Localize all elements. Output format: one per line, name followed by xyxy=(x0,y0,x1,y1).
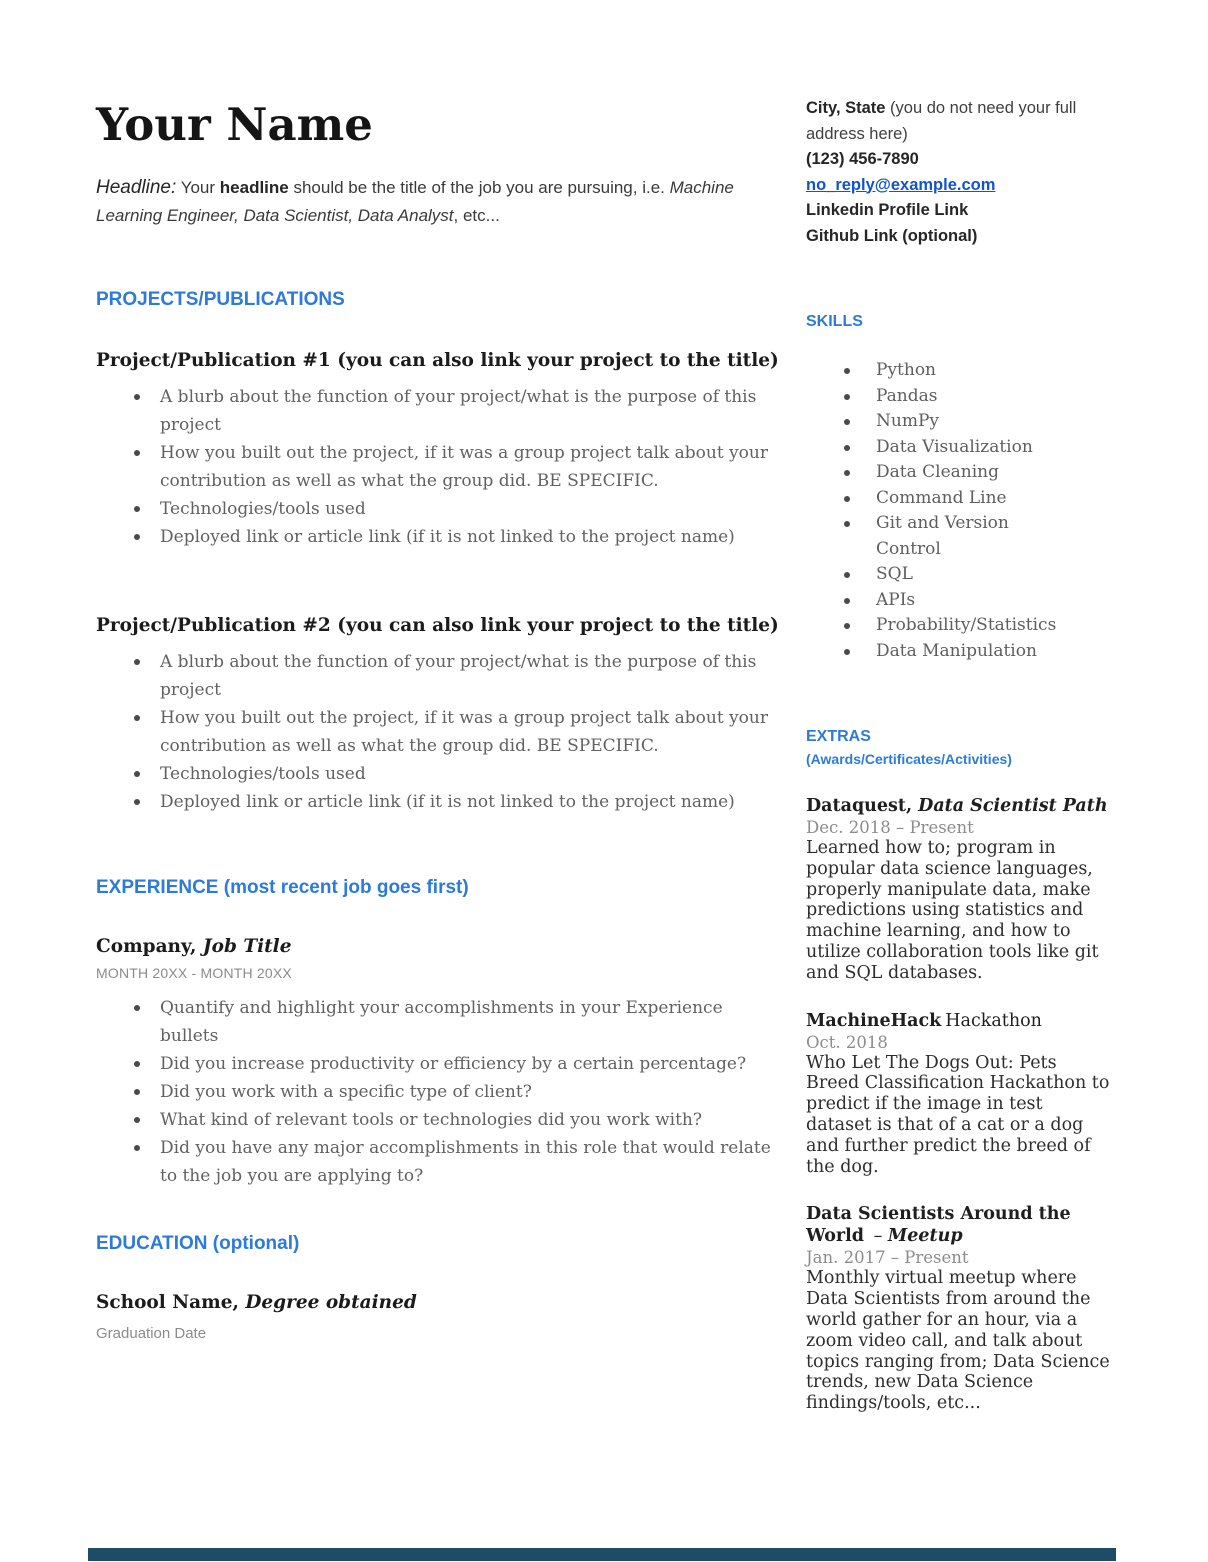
extras-title-bold: MachineHack xyxy=(806,1010,942,1031)
job-title: Job Title xyxy=(196,936,292,958)
skill-item: Data Visualization xyxy=(806,435,1068,461)
bullet-item: Technologies/tools used xyxy=(96,760,780,788)
skill-item: Pandas xyxy=(806,384,1068,410)
bullet-item: How you built out the project, if it was a group project talk about your contribution as well as what the group did. BE SPECIFIC. xyxy=(96,439,780,495)
headline-italic: Machine Learning Engineer, Data Scientist, Data Analyst xyxy=(96,178,734,226)
school-name: School Name, xyxy=(96,1292,239,1314)
section-heading-projects: PROJECTS/PUBLICATIONS xyxy=(96,289,345,311)
headline-label: Headline: xyxy=(96,177,177,199)
experience-bullet-list xyxy=(96,994,780,1190)
phone-number: (123) 456-7890 xyxy=(806,150,919,168)
extras-entry-body: Who Let The Dogs Out: Pets Breed Classification Hackathon to predict if the image in test dataset is that of a cat or a dog and further predict the breed of the dog. xyxy=(806,1052,1110,1177)
page-title: Your Name xyxy=(96,98,373,151)
bullet-item: Deployed link or article link (if it is not linked to the project name) xyxy=(96,788,780,816)
skill-item: Probability/Statistics xyxy=(806,613,1068,639)
education-entry xyxy=(96,1290,780,1343)
extras-heading: EXTRAS xyxy=(806,728,871,745)
headline-text-1: Your xyxy=(176,178,220,198)
left-column xyxy=(96,96,780,1414)
skill-item: Data Manipulation xyxy=(806,639,1068,665)
headline xyxy=(96,174,780,230)
right-column xyxy=(806,96,1112,1414)
headline-bold: headline xyxy=(219,178,289,198)
project-entry-1 xyxy=(96,348,780,551)
extras-subheading: (Awards/Certificates/Activities) xyxy=(806,751,1012,767)
github-link: Github Link (optional) xyxy=(806,226,978,245)
skill-item: SQL xyxy=(806,562,1068,588)
extras-entry-meetup xyxy=(806,1203,1112,1414)
contact-location-line xyxy=(806,96,1106,147)
extras-title-regular: Hackathon xyxy=(945,1010,1042,1031)
skill-item: NumPy xyxy=(806,409,1068,435)
extras-entry-body: Monthly virtual meetup where Data Scientists from around the world gather for an hour, via a zoom video call, and talk about topics ranging from; Data Science trends, new Data Science findings/tools, etc... xyxy=(806,1268,1110,1414)
extras-title-bold: Dataquest, xyxy=(806,796,913,816)
project-title: Project/Publication #1 (you can also link your project to the title) xyxy=(96,350,779,372)
extras-title-italic: Data Scientist Path xyxy=(912,796,1108,816)
skill-item: APIs xyxy=(806,588,1068,614)
bullet-item: Technologies/tools used xyxy=(96,495,780,523)
extras-title-italic: Meetup xyxy=(887,1226,963,1247)
project-title: Project/Publication #2 (you can also link your project to the title) xyxy=(96,615,779,637)
company-name: Company, xyxy=(96,936,197,958)
bullet-item: Quantify and highlight your accomplishments in your Experience bullets xyxy=(96,994,780,1050)
bullet-item: Did you work with a specific type of client? xyxy=(96,1078,780,1106)
extras-title-separator: – xyxy=(868,1226,888,1247)
page-bottom-bar xyxy=(88,1548,1116,1561)
skill-item: Data Cleaning xyxy=(806,460,1068,486)
experience-dates: MONTH 20XX - MONTH 20XX xyxy=(96,965,292,982)
company-line xyxy=(96,934,780,960)
bullet-item: A blurb about the function of your project/what is the purpose of this project xyxy=(96,648,780,704)
extras-entry-title xyxy=(806,1010,1112,1032)
bullet-item: How you built out the project, if it was a group project talk about your contribution as well as what the group did. BE SPECIFIC. xyxy=(96,704,780,760)
skills-heading: SKILLS xyxy=(806,313,863,330)
email-line xyxy=(806,173,1106,199)
email-link[interactable]: no_reply@example.com xyxy=(806,175,996,194)
bullet-item: A blurb about the function of your project/what is the purpose of this project xyxy=(96,383,780,439)
headline-text-2: should be the title of the job you are pursuing, i.e. xyxy=(288,178,670,198)
section-heading-education: EDUCATION (optional) xyxy=(96,1233,300,1255)
extras-entry-date: Oct. 2018 xyxy=(806,1032,888,1052)
extras-entry-title xyxy=(806,795,1112,817)
experience-entry xyxy=(96,934,780,1190)
bullet-item: Did you increase productivity or efficiency by a certain percentage? xyxy=(96,1050,780,1078)
city-state-note: (you do not need your full address here) xyxy=(806,99,1077,143)
bullet-item: What kind of relevant tools or technologies did you work with? xyxy=(96,1106,780,1134)
city-state: City, State xyxy=(806,99,886,117)
project-entry-2 xyxy=(96,613,780,816)
section-heading-experience: EXPERIENCE (most recent job goes first) xyxy=(96,877,469,899)
extras-title-bold: Data Scientists Around the World xyxy=(806,1204,1071,1247)
skill-item: Python xyxy=(806,358,1068,384)
bullet-item: Deployed link or article link (if it is not linked to the project name) xyxy=(96,523,780,551)
skill-item: Command Line xyxy=(806,486,1068,512)
extras-entry-machinehack xyxy=(806,1010,1112,1178)
skill-item: Git and Version Control xyxy=(806,511,1068,562)
linkedin-link: Linkedin Profile Link xyxy=(806,201,969,219)
headline-text-3: , etc... xyxy=(453,206,500,226)
skills-list xyxy=(806,358,1112,664)
extras-entry-dataquest xyxy=(806,795,1112,984)
school-line xyxy=(96,1290,780,1316)
extras-entry-body: Learned how to; program in popular data science languages, properly manipulate data, make predictions using statistics and machine learning, and how to utilize collaboration tools like git and SQL databases. xyxy=(806,838,1099,983)
degree-obtained: Degree obtained xyxy=(238,1292,417,1314)
bullet-item: Did you have any major accomplishments in this role that would relate to the job you are applying to? xyxy=(96,1134,780,1190)
graduation-date: Graduation Date xyxy=(96,1325,207,1343)
project-bullet-list xyxy=(96,648,780,816)
contact-block xyxy=(806,96,1106,249)
extras-entry-date: Dec. 2018 – Present xyxy=(806,818,974,837)
project-bullet-list xyxy=(96,383,780,551)
extras-entry-title xyxy=(806,1203,1112,1247)
extras-entry-date: Jan. 2017 – Present xyxy=(806,1248,969,1268)
